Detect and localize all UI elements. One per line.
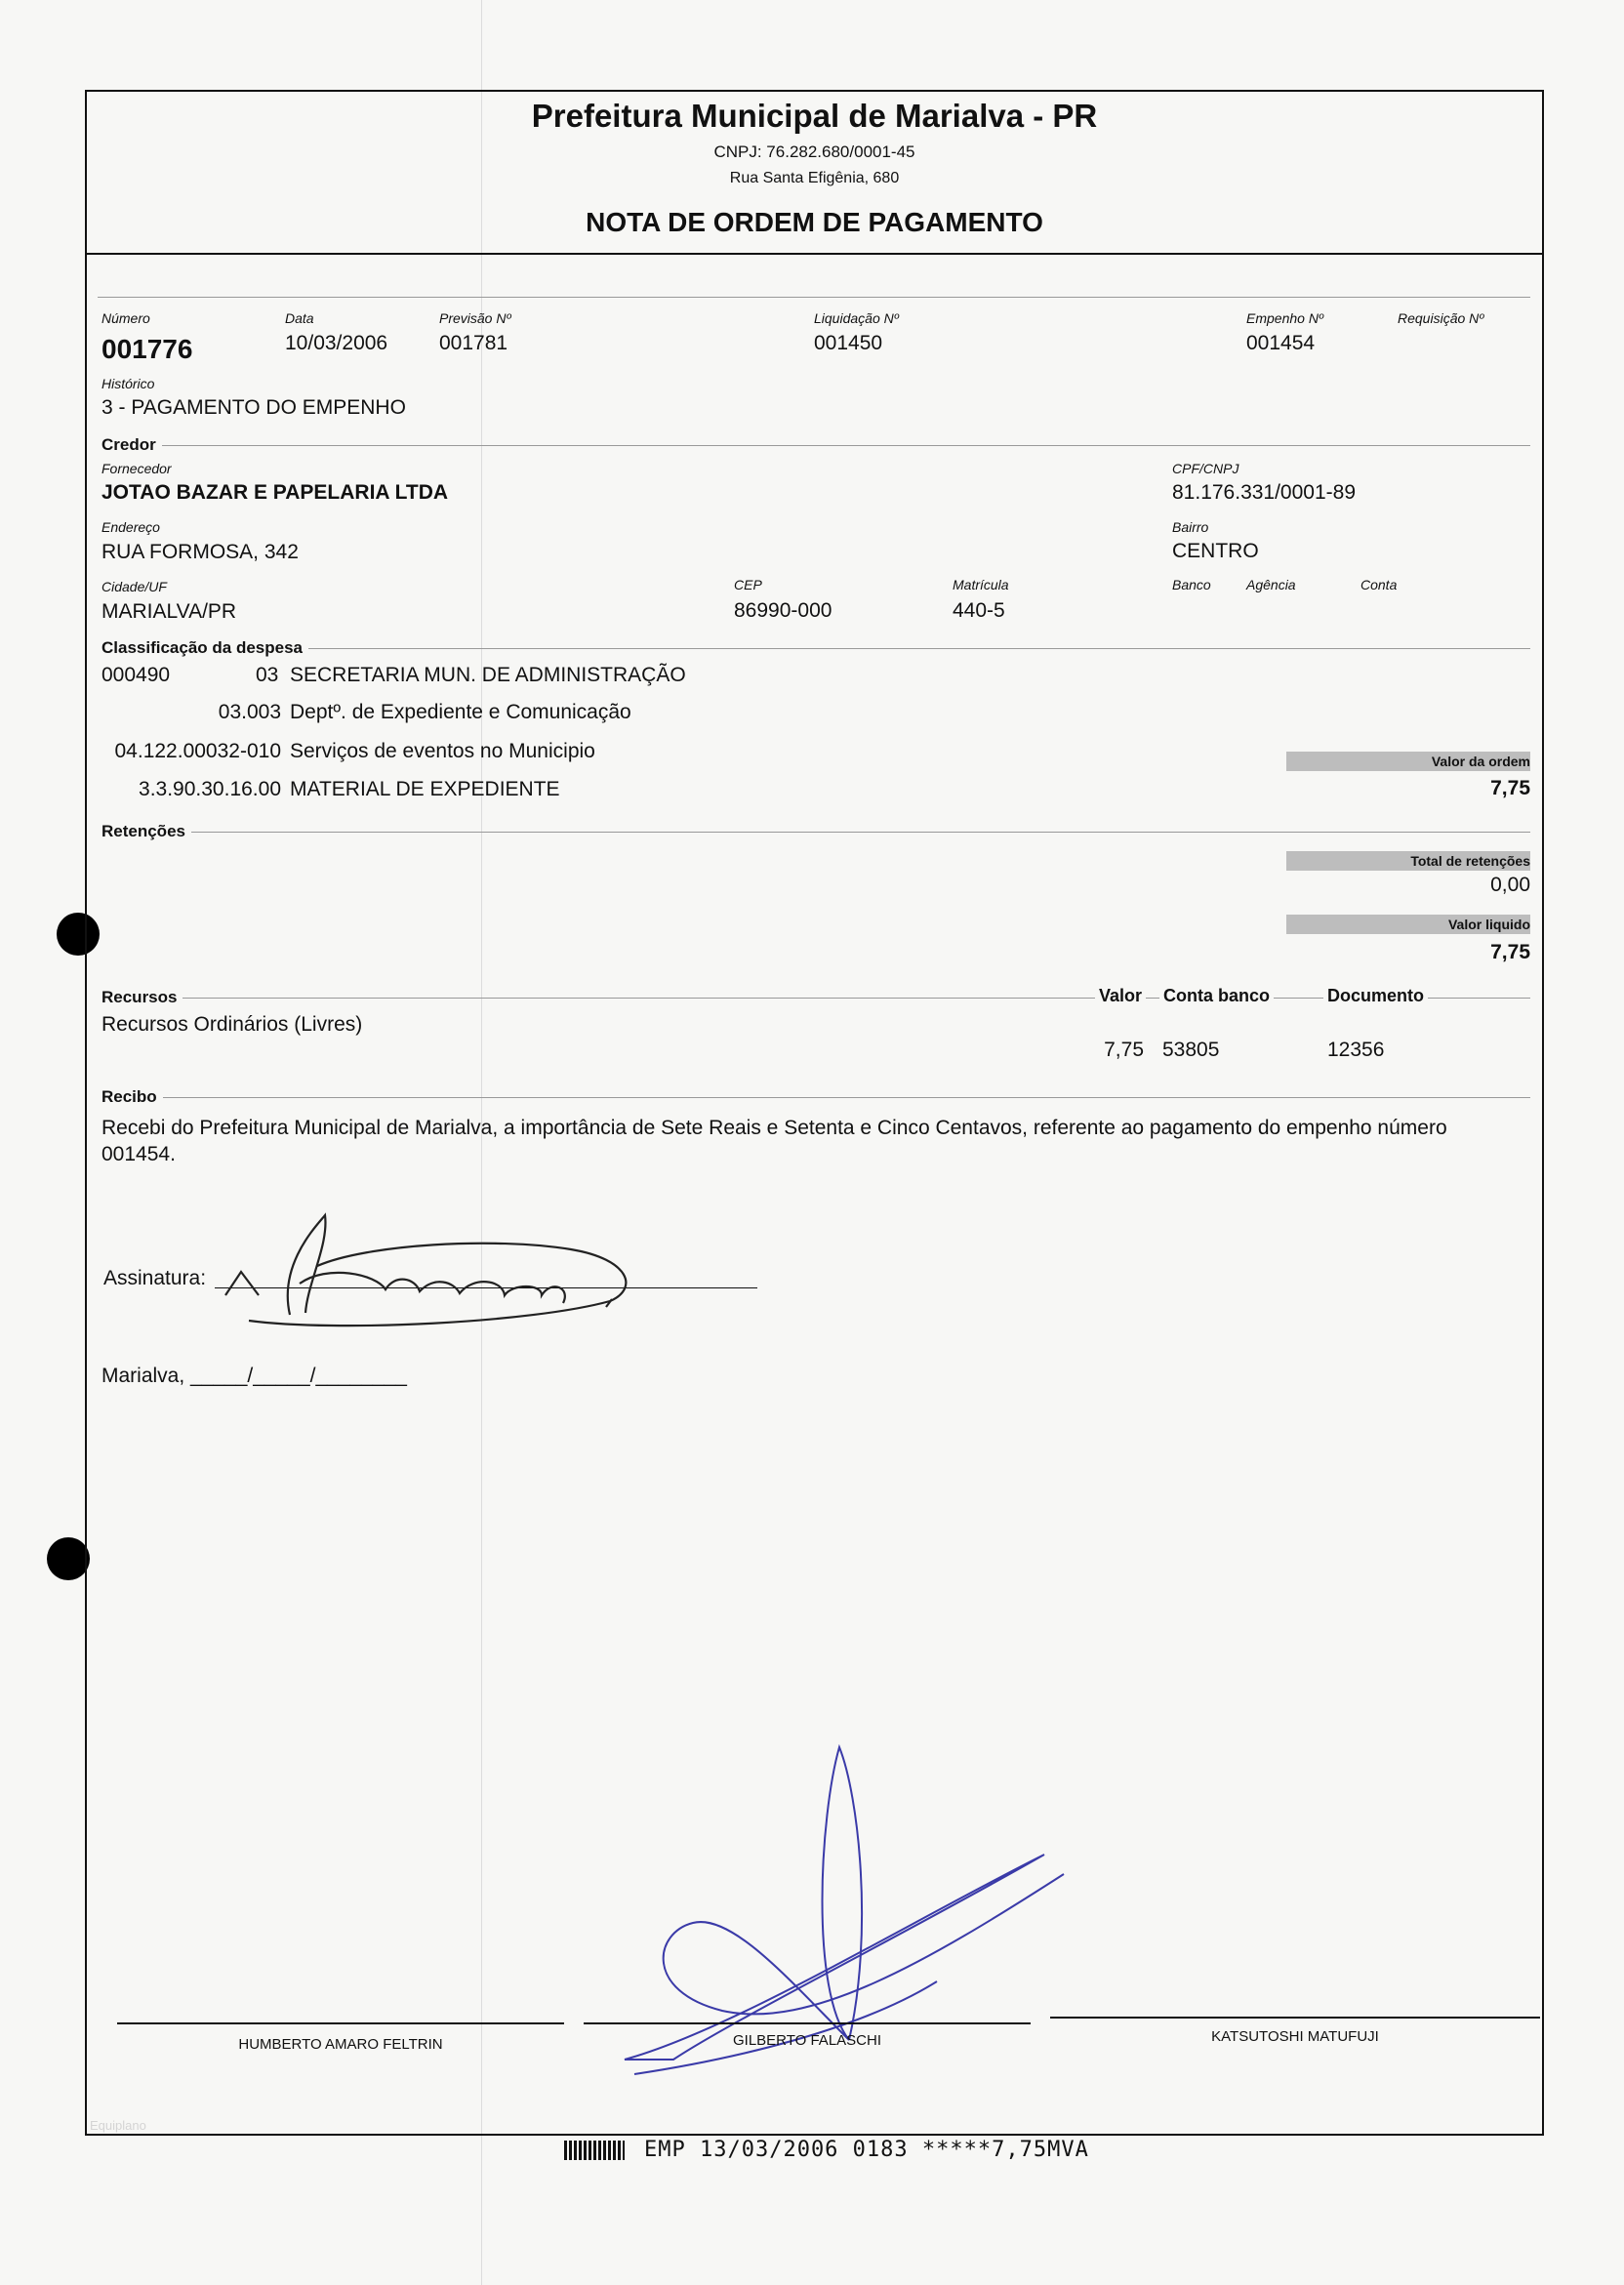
numero-value: 001776 — [102, 334, 193, 364]
recursos-desc: Recursos Ordinários (Livres) — [102, 1013, 363, 1036]
classificacao-row-code: 03.003 — [218, 701, 281, 723]
classificacao-row-code: 3.3.90.30.16.00 — [139, 778, 281, 800]
recursos-section-label: Recursos — [102, 988, 183, 1007]
data-value: 10/03/2006 — [285, 332, 388, 354]
classificacao-row-desc: Serviços de eventos no Municipio — [290, 740, 595, 762]
signature-line-3 — [1050, 2017, 1540, 2019]
matricula-value: 440-5 — [953, 599, 1005, 622]
header-separator — [85, 253, 1544, 255]
signature-name-3: KATSUTOSHI MATUFUJI — [1211, 2028, 1379, 2045]
empenho-value: 001454 — [1246, 332, 1316, 354]
signature-name-2: GILBERTO FALASCHI — [733, 2032, 881, 2049]
cep-value: 86990-000 — [734, 599, 832, 622]
classificacao-row-code: 03 — [256, 664, 279, 686]
previsao-label: Previsão Nº — [439, 310, 511, 326]
punch-hole-bottom — [47, 1537, 90, 1580]
recursos-valor: 7,75 — [1104, 1039, 1144, 1061]
signature-line-2 — [584, 2022, 1031, 2024]
recursos-conta-label: Conta banco — [1159, 986, 1274, 1006]
agencia-label: Agência — [1246, 577, 1296, 592]
municipality-title: Prefeitura Municipal de Marialva - PR — [531, 98, 1098, 134]
recursos-valor-label: Valor — [1095, 986, 1146, 1006]
credor-rule — [102, 445, 1530, 446]
cidade-label: Cidade/UF — [102, 579, 167, 594]
retencoes-rule — [102, 832, 1530, 833]
municipality-cnpj: CNPJ: 76.282.680/0001-45 — [713, 143, 915, 161]
recibo-section-label: Recibo — [102, 1087, 163, 1107]
recursos-documento-label: Documento — [1323, 986, 1428, 1006]
classificacao-row-code: 04.122.00032-010 — [114, 740, 281, 762]
local-date: Marialva, _____/_____/________ — [102, 1365, 407, 1387]
document-title: NOTA DE ORDEM DE PAGAMENTO — [586, 207, 1043, 237]
bairro-label: Bairro — [1172, 519, 1209, 535]
previsao-value: 001781 — [439, 332, 508, 354]
fornecedor-value: JOTAO BAZAR E PAPELARIA LTDA — [102, 481, 449, 504]
empenho-label: Empenho Nº — [1246, 310, 1324, 326]
matricula-label: Matrícula — [953, 577, 1009, 592]
footer-stamp: EMP 13/03/2006 0183 *****7,75MVA — [644, 2138, 1089, 2162]
valor-ordem-value: 7,75 — [1490, 777, 1530, 799]
total-retencoes-label: Total de retenções — [1410, 853, 1530, 869]
signature-line-1 — [117, 2022, 564, 2024]
requisicao-label: Requisição Nº — [1398, 310, 1484, 326]
footer-barcode-icon — [564, 2141, 625, 2160]
endereco-value: RUA FORMOSA, 342 — [102, 541, 299, 563]
assinatura-label: Assinatura: — [103, 1267, 207, 1289]
municipality-address: Rua Santa Efigênia, 680 — [729, 170, 900, 186]
header-sub-separator — [98, 297, 1530, 298]
classificacao-section-label: Classificação da despesa — [102, 638, 308, 658]
cidade-value: MARIALVA/PR — [102, 600, 237, 623]
liquidacao-label: Liquidação Nº — [814, 310, 899, 326]
data-label: Data — [285, 310, 314, 326]
fornecedor-label: Fornecedor — [102, 461, 172, 476]
recursos-conta: 53805 — [1162, 1039, 1220, 1061]
retencoes-section-label: Retenções — [102, 822, 191, 841]
cep-label: CEP — [734, 577, 762, 592]
classificacao-code: 000490 — [102, 664, 171, 686]
signature-name-1: HUMBERTO AMARO FELTRIN — [238, 2036, 443, 2053]
classificacao-rule — [102, 648, 1530, 649]
credor-section-label: Credor — [102, 435, 162, 455]
recibo-text: Recebi do Prefeitura Municipal de Marialva, a importância de Sete Reais e Setenta e Cinco Centavos, referente ao pagamento do empenho número 001454. — [102, 1117, 1447, 1165]
banco-label: Banco — [1172, 577, 1211, 592]
valor-liquido-value: 7,75 — [1490, 941, 1530, 963]
classificacao-row-desc: MATERIAL DE EXPEDIENTE — [290, 778, 560, 800]
cpf-label: CPF/CNPJ — [1172, 461, 1239, 476]
historico-label: Histórico — [102, 376, 155, 391]
cpf-value: 81.176.331/0001-89 — [1172, 481, 1357, 504]
classificacao-row-desc: SECRETARIA MUN. DE ADMINISTRAÇÃO — [290, 664, 686, 686]
liquidacao-value: 001450 — [814, 332, 883, 354]
classificacao-row-desc: Deptº. de Expediente e Comunicação — [290, 701, 631, 723]
historico-value: 3 - PAGAMENTO DO EMPENHO — [102, 396, 406, 419]
recursos-rule — [102, 998, 1530, 999]
recursos-documento: 12356 — [1327, 1039, 1385, 1061]
numero-label: Número — [102, 310, 150, 326]
endereco-label: Endereço — [102, 519, 160, 535]
receipt-signature — [220, 1205, 649, 1332]
valor-liquido-label: Valor liquido — [1447, 917, 1530, 932]
recibo-rule — [102, 1097, 1530, 1098]
faint-mark: Equiplano — [90, 2118, 146, 2133]
total-retencoes-value: 0,00 — [1490, 874, 1530, 896]
conta-label: Conta — [1360, 577, 1398, 592]
valor-ordem-label: Valor da ordem — [1431, 754, 1530, 769]
bairro-value: CENTRO — [1172, 540, 1259, 562]
